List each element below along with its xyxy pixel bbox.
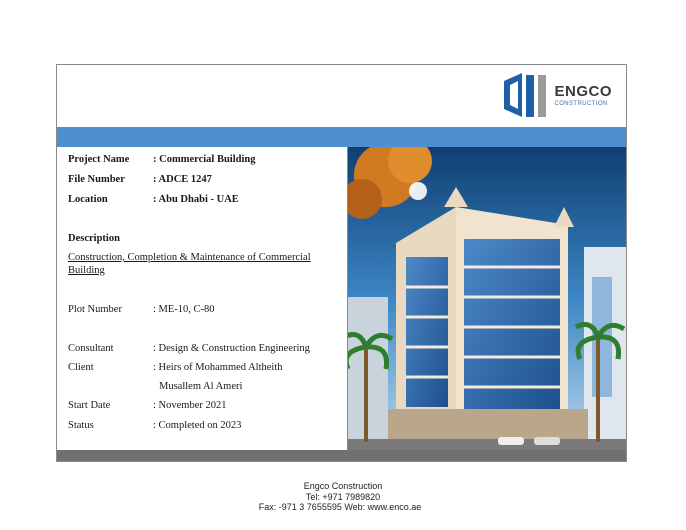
client-label: Client xyxy=(68,362,94,373)
file-number-row xyxy=(68,174,212,185)
file-number-label: File Number xyxy=(68,174,125,185)
footer-bar xyxy=(57,450,626,461)
status-label: Status xyxy=(68,420,94,431)
building-illustration xyxy=(348,147,626,450)
consultant-value: : Design & Construction Engineering xyxy=(153,343,310,354)
client-value-1: : Heirs of Mohammed Altheith xyxy=(153,362,283,373)
footer-fax-web: Fax: -971 3 7655595 Web: www.enco.ae xyxy=(258,502,422,512)
start-date-value: : November 2021 xyxy=(153,400,227,411)
header-band xyxy=(57,127,626,147)
location-row xyxy=(68,194,239,205)
logo-subtitle: CONSTRUCTION xyxy=(554,100,608,107)
location-label: Location xyxy=(68,194,108,205)
project-name-value: : Commercial Building xyxy=(153,154,256,165)
plot-number-value: : ME-10, C-80 xyxy=(153,304,215,315)
page-footer xyxy=(0,481,686,513)
consultant-label: Consultant xyxy=(68,343,114,354)
status-value: : Completed on 2023 xyxy=(153,420,242,431)
plot-number-row xyxy=(68,304,215,315)
project-name-row xyxy=(68,154,255,165)
start-date-label: Start Date xyxy=(68,400,111,411)
footer-company: Engco Construction xyxy=(303,481,383,491)
building-photo xyxy=(347,147,626,450)
company-logo xyxy=(500,71,612,119)
client-value-2: Musallem Al Ameri xyxy=(159,381,243,392)
engco-logo-icon xyxy=(500,71,548,119)
description-text: Construction, Completion & Maintenance of Commercial Building xyxy=(68,252,311,276)
client-row xyxy=(68,362,282,373)
consultant-row xyxy=(68,343,310,354)
description-heading xyxy=(68,233,120,244)
client-row-2 xyxy=(159,381,242,392)
file-number-value: : ADCE 1247 xyxy=(153,174,212,185)
project-name-label: Project Name xyxy=(68,154,130,165)
location-value: : Abu Dhabi - UAE xyxy=(153,194,239,205)
description-label: Description xyxy=(68,233,120,244)
project-sheet xyxy=(56,64,627,462)
plot-number-label: Plot Number xyxy=(68,304,122,315)
logo-name: ENGCO xyxy=(554,82,612,100)
footer-tel: Tel: +971 7989820 xyxy=(305,491,381,502)
status-row xyxy=(68,420,241,431)
start-date-row xyxy=(68,400,227,411)
